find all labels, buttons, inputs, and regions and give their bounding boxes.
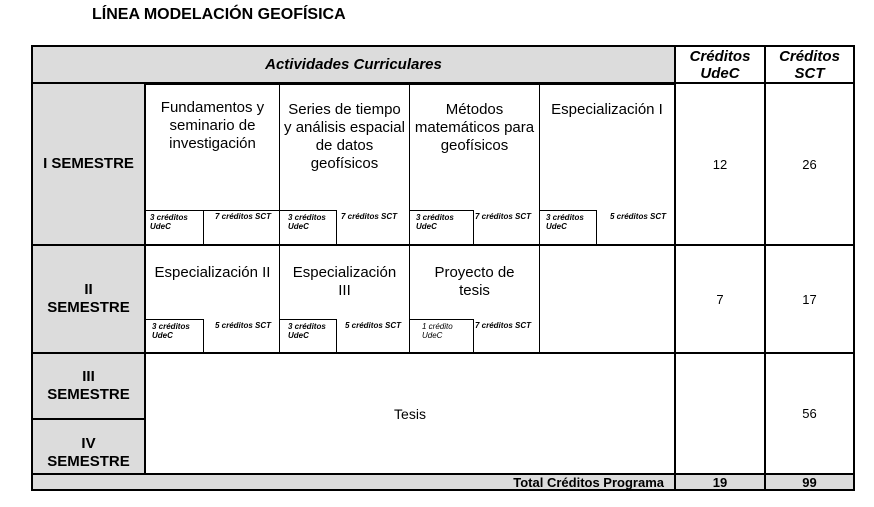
semester-3-label: III SEMESTRE xyxy=(31,352,146,420)
total-sct: 99 xyxy=(764,473,855,491)
course-name: Métodos matemáticos para geofísicos xyxy=(414,101,535,154)
udec-credit-note: 3 créditos UdeC xyxy=(146,210,204,245)
udec-credit-note: 3 créditos UdeC xyxy=(146,319,204,353)
course-name: Proyecto de tesis xyxy=(434,264,515,299)
activities-header: Actividades Curriculares xyxy=(31,45,676,84)
semester-2-label: II SEMESTRE xyxy=(31,244,146,354)
udec-credit-note: 3 créditos UdeC xyxy=(540,210,597,245)
course-name: Series de tiempo y análisis espacial de datos geofísicos xyxy=(284,101,405,172)
course-cell xyxy=(145,245,280,353)
course-cell xyxy=(409,245,540,353)
semester-2-sct-credits: 17 xyxy=(764,244,855,354)
course-name: Fundamentos y seminario de investigación xyxy=(160,99,265,152)
semester-34-udec-credits xyxy=(674,352,766,475)
semester-1-udec-credits: 12 xyxy=(674,82,766,246)
semester-1-sct-credits: 26 xyxy=(764,82,855,246)
udec-credit-note: 3 créditos UdeC xyxy=(280,319,337,353)
course-name: Especialización I xyxy=(551,101,663,118)
udec-credit-note: 3 créditos UdeC xyxy=(280,210,337,245)
sct-credit-note: 7 créditos SCT xyxy=(340,212,397,221)
page-title: LÍNEA MODELACIÓN GEOFÍSICA xyxy=(92,6,346,23)
empty-cell xyxy=(539,245,675,353)
course-cell xyxy=(539,84,675,245)
total-label: Total Créditos Programa xyxy=(31,473,676,491)
sct-credit-note: 5 créditos SCT xyxy=(344,321,401,330)
sct-credit-note: 7 créditos SCT xyxy=(214,212,271,221)
thesis-cell: Tesis xyxy=(145,353,675,474)
sct-credit-note: 5 créditos SCT xyxy=(214,321,271,330)
semester-2-udec-credits: 7 xyxy=(674,244,766,354)
course-name: Especialización III xyxy=(292,264,397,299)
sct-credit-note: 7 créditos SCT xyxy=(474,212,531,221)
course-cell xyxy=(279,84,410,245)
course-cell xyxy=(145,84,280,245)
semester-1-label: I SEMESTRE xyxy=(31,82,146,246)
udec-credits-header: Créditos UdeC xyxy=(674,45,766,84)
udec-credit-note: 3 créditos UdeC xyxy=(410,210,474,245)
udec-credit-note: 1 crédito UdeC xyxy=(410,319,474,353)
course-cell xyxy=(409,84,540,245)
course-cell xyxy=(279,245,410,353)
sct-credit-note: 7 créditos SCT xyxy=(474,321,531,330)
sct-credit-note: 5 créditos SCT xyxy=(609,212,666,221)
total-udec: 19 xyxy=(674,473,766,491)
course-name: Especialización II xyxy=(154,264,271,281)
semester-4-label: IV SEMESTRE xyxy=(31,418,146,475)
sct-credits-header: Créditos SCT xyxy=(764,45,855,84)
semester-34-sct-credits: 56 xyxy=(764,352,855,475)
